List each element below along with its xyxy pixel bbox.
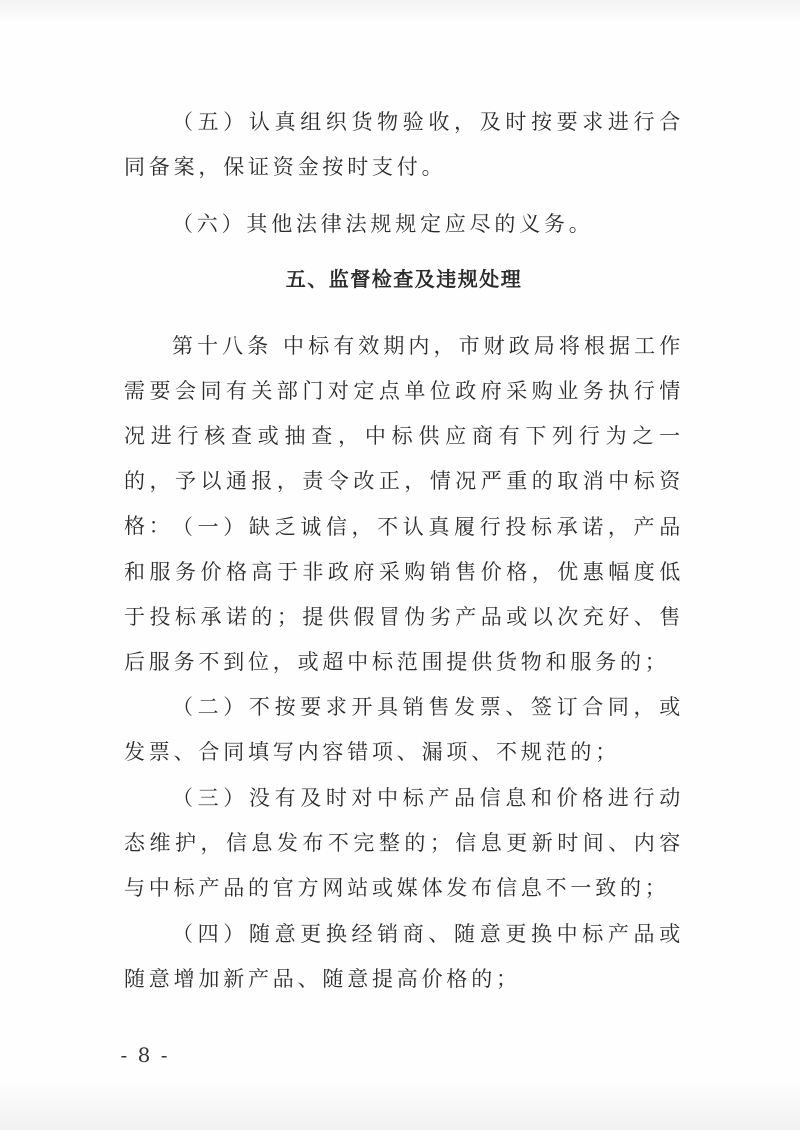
section-heading: 五、监督检查及违规处理	[285, 267, 523, 291]
violation-item-1: （一）缺乏诚信，不认真履行投标承诺，产品和服务价格高于非政府采购销售价格，优惠幅度低于投标承诺的；提供假冒伪劣产品或以次充好、售后服务不到位，或超中标范围提供货物和服务的；	[124, 515, 684, 674]
paragraph-item-6: （六）其他法律法规规定应尽的义务。	[172, 212, 594, 236]
scan-shadow-bottom	[0, 1080, 800, 1130]
page-number: - 8 -	[120, 1043, 170, 1067]
violation-item-3: （三）没有及时对中标产品信息和价格进行动态维护，信息发布不完整的；信息更新时间、内容与中标产品的官方网站或媒体发布信息不一致的；	[124, 786, 684, 900]
paragraph-item-5: （五）认真组织货物验收，及时按要求进行合同备案，保证资金按时支付。	[124, 110, 684, 179]
violation-item-4: （四）随意更换经销商、随意更换中标产品或随意增加新产品、随意提高价格的；	[124, 922, 684, 991]
violation-item-2: （二）不按要求开具销售发票、签订合同，或发票、合同填写内容错项、漏项、不规范的；	[124, 695, 684, 764]
scan-shadow-top	[0, 0, 800, 22]
article-18-paragraph: 第十八条 中标有效期内，市财政局将根据工作需要会同有关部门对定点单位政府采购业务执行情况进行核查或抽查，中标供应商有下列行为之一的，予以通报，责令改正，情况严重的取消中标资格：	[124, 334, 684, 538]
